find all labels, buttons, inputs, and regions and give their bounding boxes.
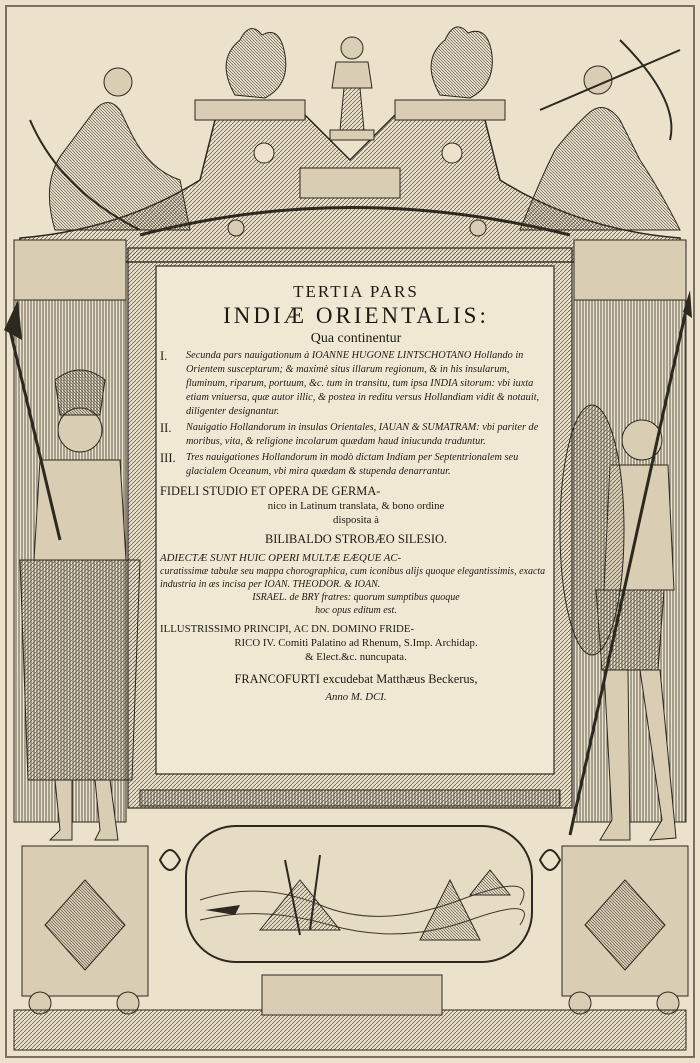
flame-left-icon — [226, 29, 286, 98]
adiectae-line-3: ISRAEL. de BRY fratres: quorum sumptibus quoque — [252, 592, 460, 603]
title-line-1: TERTIA PARS — [293, 282, 419, 301]
item-number: II. — [160, 421, 172, 435]
title-line-2: INDIÆ ORIENTALIS: — [223, 303, 489, 328]
item-text: Tres nauigationes Hollandorum in modò dictam Indiam per Septentrionalem seu glacialem Oceanum, vbi mira quædam & stupenda denarrantur. — [186, 452, 519, 477]
pedestal-left — [22, 846, 148, 1014]
translation-note — [160, 484, 552, 527]
item-number: III. — [160, 451, 176, 465]
imprint: FRANCOFURTI excudebat Matthæus Beckerus, — [234, 672, 478, 686]
dedication-block — [160, 622, 552, 664]
kneeling-figure-left — [30, 68, 190, 230]
fideli-line-2: nico in Latinum translata, & bono ordine — [267, 500, 445, 512]
adiectae-line-4: hoc opus editum est. — [315, 605, 397, 616]
item-number: I. — [160, 349, 168, 363]
dedication-line-1: ILLUSTRISSIMO PRINCIPI, AC DN. DOMINO FRIDE- — [160, 623, 415, 635]
title-cartouche — [160, 268, 552, 770]
fideli-line-3: disposita à — [333, 514, 379, 526]
fideli-line-1: FIDELI STUDIO ET OPERA DE GERMA- — [160, 484, 381, 498]
pedestal-right — [562, 846, 688, 1014]
adiectae-line-2: curatissimæ tabulæ seu mappa chorographica, cum iconibus alijs quoque elegantissimis, exacta industria in æs incisa per IOAN. THEODOR. & IOAN. — [160, 566, 546, 590]
bust-statue — [330, 37, 374, 140]
content-item-1 — [160, 349, 552, 419]
kneeling-figure-right — [520, 40, 680, 230]
dedication-line-2: RICO IV. Comiti Palatino ad Rhenum, S.Imp. Archidap. — [234, 637, 478, 649]
content-item-3 — [160, 451, 552, 479]
shipwreck-vignette — [186, 826, 532, 962]
item-text: Secunda pars nauigationum à IOANNE HUGONE LINTSCHOTANO Hollando in Orientem susceptarum; & maximè situs illarum regionum, & in his insularum, fluminum, riparum, portuum, &c. tum in transitu, tum ipsa INDIA sitorum: vbi iuxta etiam vniuersa, quæ autor illic, & postea in reditu versus Hollandiam vidit & notauit, diligenter designantur. — [186, 350, 540, 417]
translator-name: BILIBALDO STROBÆO SILESIO. — [264, 532, 448, 546]
adiectae-line-1: ADIECTÆ SUNT HUIC OPERI MULTÆ EÆQUE AC- — [160, 552, 402, 564]
title-line-3: Qua continentur — [310, 331, 402, 346]
item-text: Nauigatio Hollandorum in insulas Orientales, IAUAN & SUMATRAM: vbi pariter de moribus, vita, & religione incolarum quædam haud iniucunda traduntur. — [186, 422, 539, 447]
content-item-2 — [160, 421, 552, 449]
year: Anno M. DCI. — [325, 691, 387, 703]
flame-right-icon — [431, 27, 492, 98]
dedication-line-3: & Elect.&c. nuncupata. — [305, 651, 407, 663]
adiectae-block — [160, 551, 552, 617]
